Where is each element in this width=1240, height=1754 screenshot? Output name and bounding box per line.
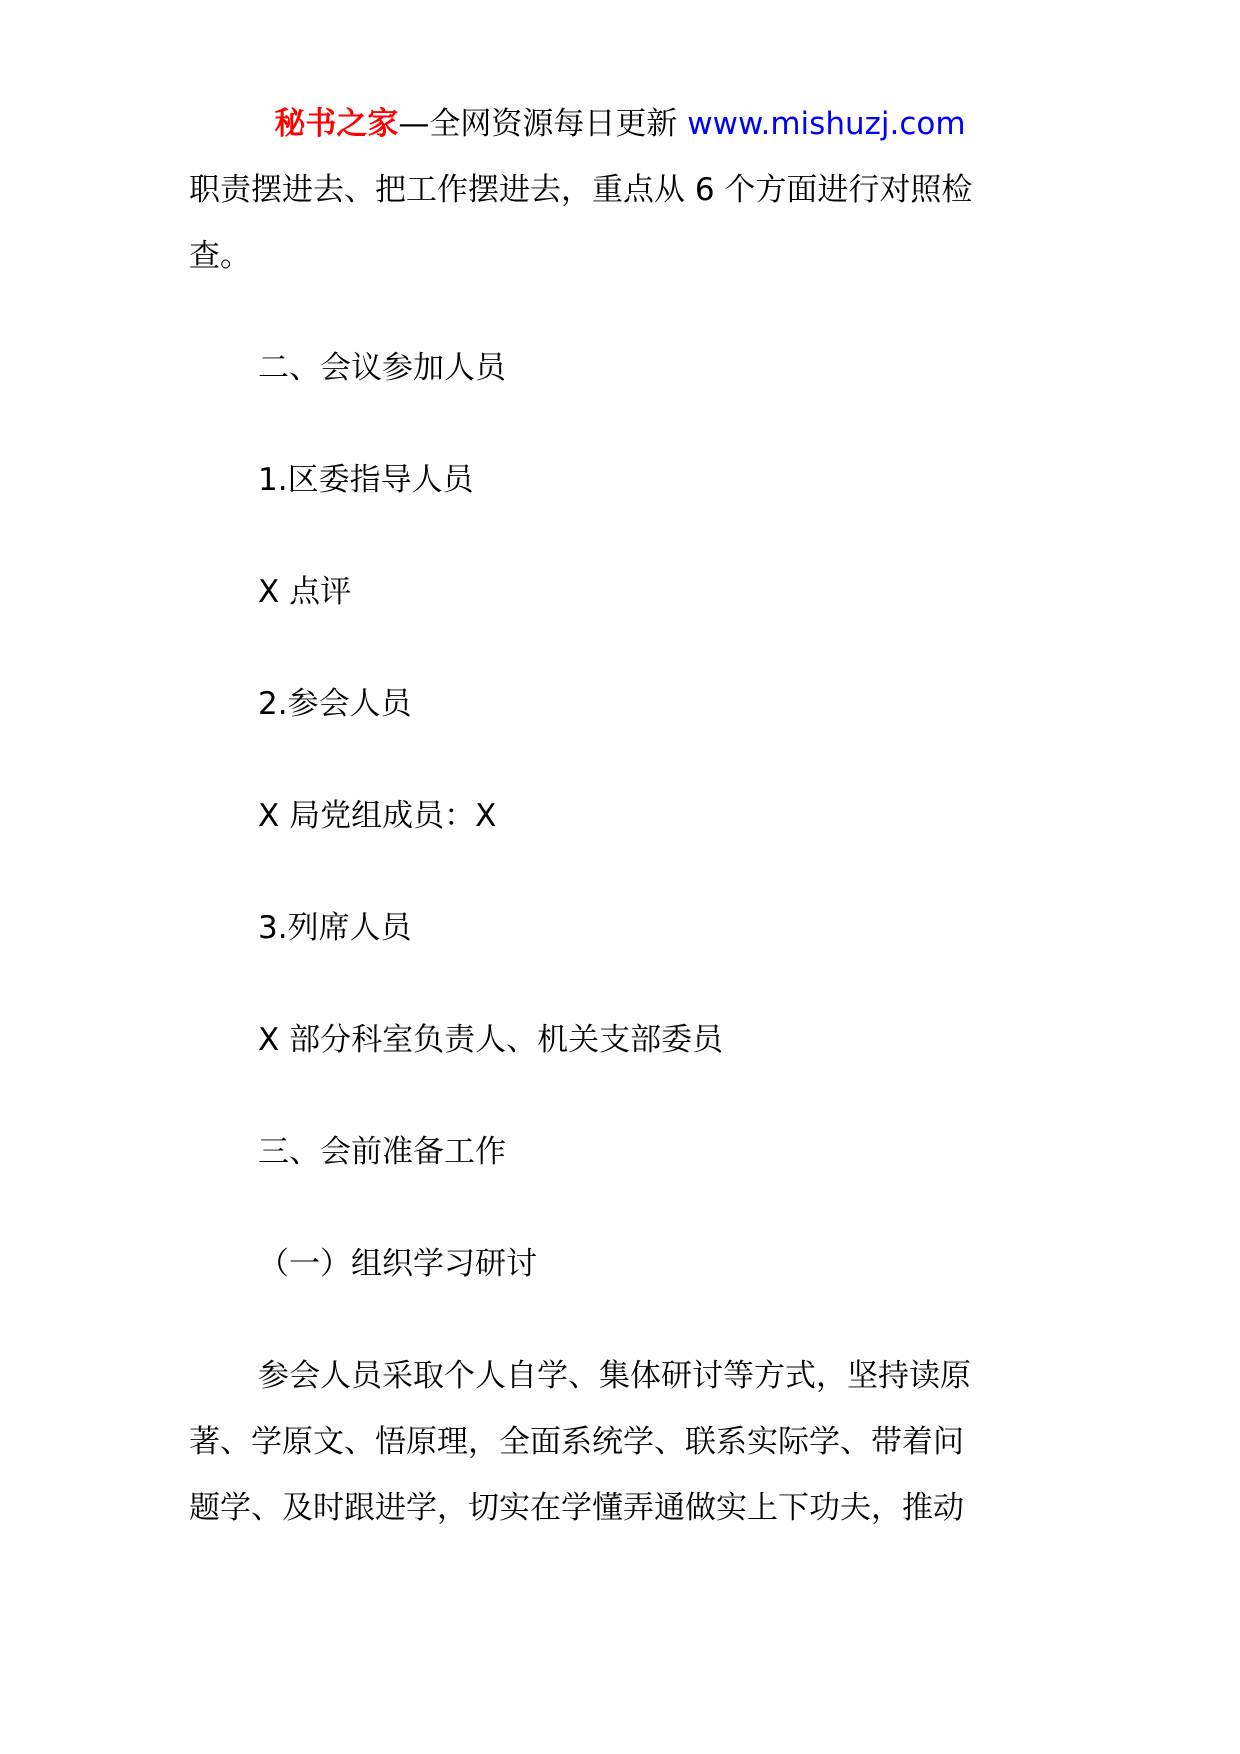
brand-name: 秘书之家	[274, 106, 399, 142]
subsection-1-title: （一）组织学习研讨	[258, 1246, 537, 1282]
list-item-1: 1.区委指导人员	[258, 462, 474, 498]
list-item-2-detail: X 局党组成员：X	[258, 798, 497, 834]
paragraph-2-line-2: 著、学原文、悟原理，全面系统学、联系实际学、带着问	[189, 1424, 964, 1460]
list-item-3: 3.列席人员	[258, 910, 412, 946]
paragraph-2-line-3: 题学、及时跟进学，切实在学懂弄通做实上下功夫，推动	[189, 1490, 964, 1526]
list-item-3-detail: X 部分科室负责人、机关支部委员	[258, 1022, 724, 1058]
paragraph-2-line-1: 参会人员采取个人自学、集体研讨等方式，坚持读原	[258, 1358, 971, 1394]
list-item-1-detail: X 点评	[258, 574, 352, 610]
section-2-title: 二、会议参加人员	[258, 350, 506, 386]
paragraph-1-line-1: 职责摆进去、把工作摆进去，重点从 6 个方面进行对照检	[189, 172, 973, 208]
paragraph-1-line-2: 查。	[189, 238, 251, 274]
page-header	[0, 100, 1240, 148]
section-3-title: 三、会前准备工作	[258, 1134, 506, 1170]
list-item-2: 2.参会人员	[258, 686, 412, 722]
header-slogan: —全网资源每日更新	[398, 106, 678, 142]
website-link[interactable]: www.mishuzj.com	[687, 106, 966, 142]
